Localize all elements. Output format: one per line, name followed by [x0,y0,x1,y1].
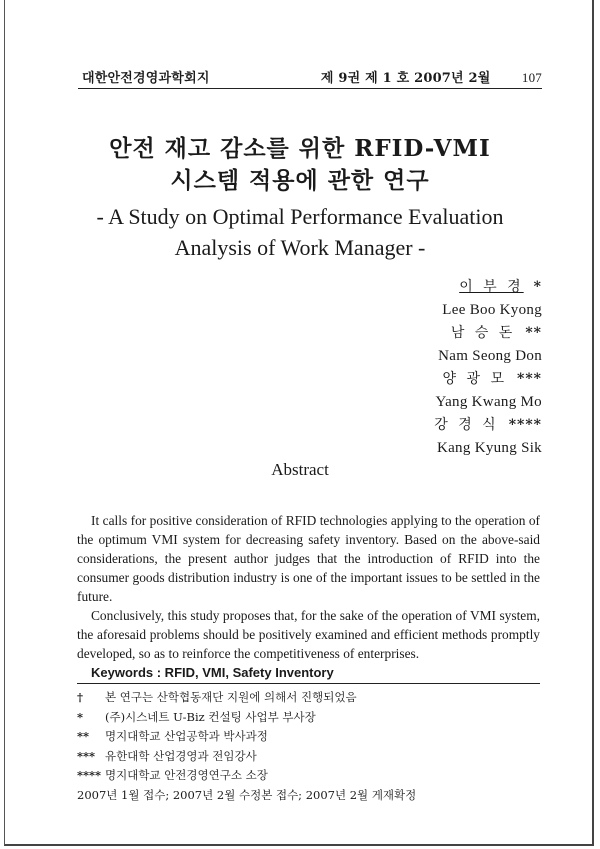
author-en: Lee Boo Kyong [442,302,542,318]
author-list [434,276,542,460]
affiliation-mark: **** [508,417,542,433]
footnote [77,688,540,708]
affiliation-mark: ** [525,325,542,341]
author-ko: 이 부 경 * [459,279,542,295]
footnote-text: 본 연구는 산학협동재단 지원에 의해서 진행되었음 [105,690,357,704]
footnote-symbol: † [77,690,84,704]
abstract-heading: Abstract [271,460,329,479]
abstract-paragraph-2: Conclusively, this study proposes that, for the sake of the operation of VMI system, the aforesaid problems should be positively examined and efficient methods promptly developed, so as to reinforce the competitiveness of enterprises. [77,608,540,661]
keywords: Keywords : RFID, VMI, Safety Inventory [91,665,334,680]
footnote [77,766,540,786]
author-ko: 남 승 돈 ** [450,325,542,341]
footnote-text: (주)시스네트 U-Biz 컨설팅 사업부 부사장 [105,709,316,724]
title-block [60,133,540,263]
page-number: 107 [521,70,542,85]
footnote-symbol: *** [77,748,96,763]
journal-name: 대한안전경영과학회지 [82,71,210,86]
abstract-paragraph-1: It calls for positive consideration of RFID technologies applying to the operation of the optimum VMI system for decreasing safety inventory. Based on the above-said considerations, the present author judges that the introduction of RFID into the consumer goods distribution industry is one of the important issues to be settled in the future. [77,513,540,604]
submission-dates: 2007년 1월 접수; 2007년 2월 수정본 접수; 2007년 2월 게재확정 [77,787,417,802]
footnote-text: 유한대학 산업경영과 전임강사 [105,748,257,763]
footnote-rule [77,683,540,684]
author-ko: 강 경 식 **** [434,417,542,433]
footnote-text: 명지대학교 산업공학과 박사과정 [105,729,268,743]
affiliation-mark: *** [517,371,542,387]
footnotes [77,688,540,805]
author-en: Nam Seong Don [438,348,542,364]
title-english-line-1: - A Study on Optimal Performance Evaluation [96,204,504,229]
title-korean-line-2: 시스템 적용에 관한 연구 [170,167,430,194]
footnote [77,747,540,767]
footnote-symbol: ** [77,729,90,743]
footnote-text: 명지대학교 안전경영연구소 소장 [105,768,268,782]
author-en: Kang Kyung Sik [436,440,542,456]
footnote-symbol: * [77,709,84,724]
author-en: Yang Kwang Mo [435,394,542,410]
issue-info: 제 9권 제 1 호 2007년 2월 [320,71,491,86]
author-ko: 양 광 모 *** [442,371,542,387]
running-header [82,67,542,86]
title-english-line-2: Analysis of Work Manager - [174,235,426,260]
footnote-symbol: **** [77,768,102,782]
affiliation-mark: * [533,279,542,295]
header-rule [78,88,542,89]
title-korean-line-1: 안전 재고 감소를 위한 RFID-VMI [109,135,491,162]
footnote [77,727,540,747]
abstract-body [77,511,540,682]
footnote [77,708,540,728]
